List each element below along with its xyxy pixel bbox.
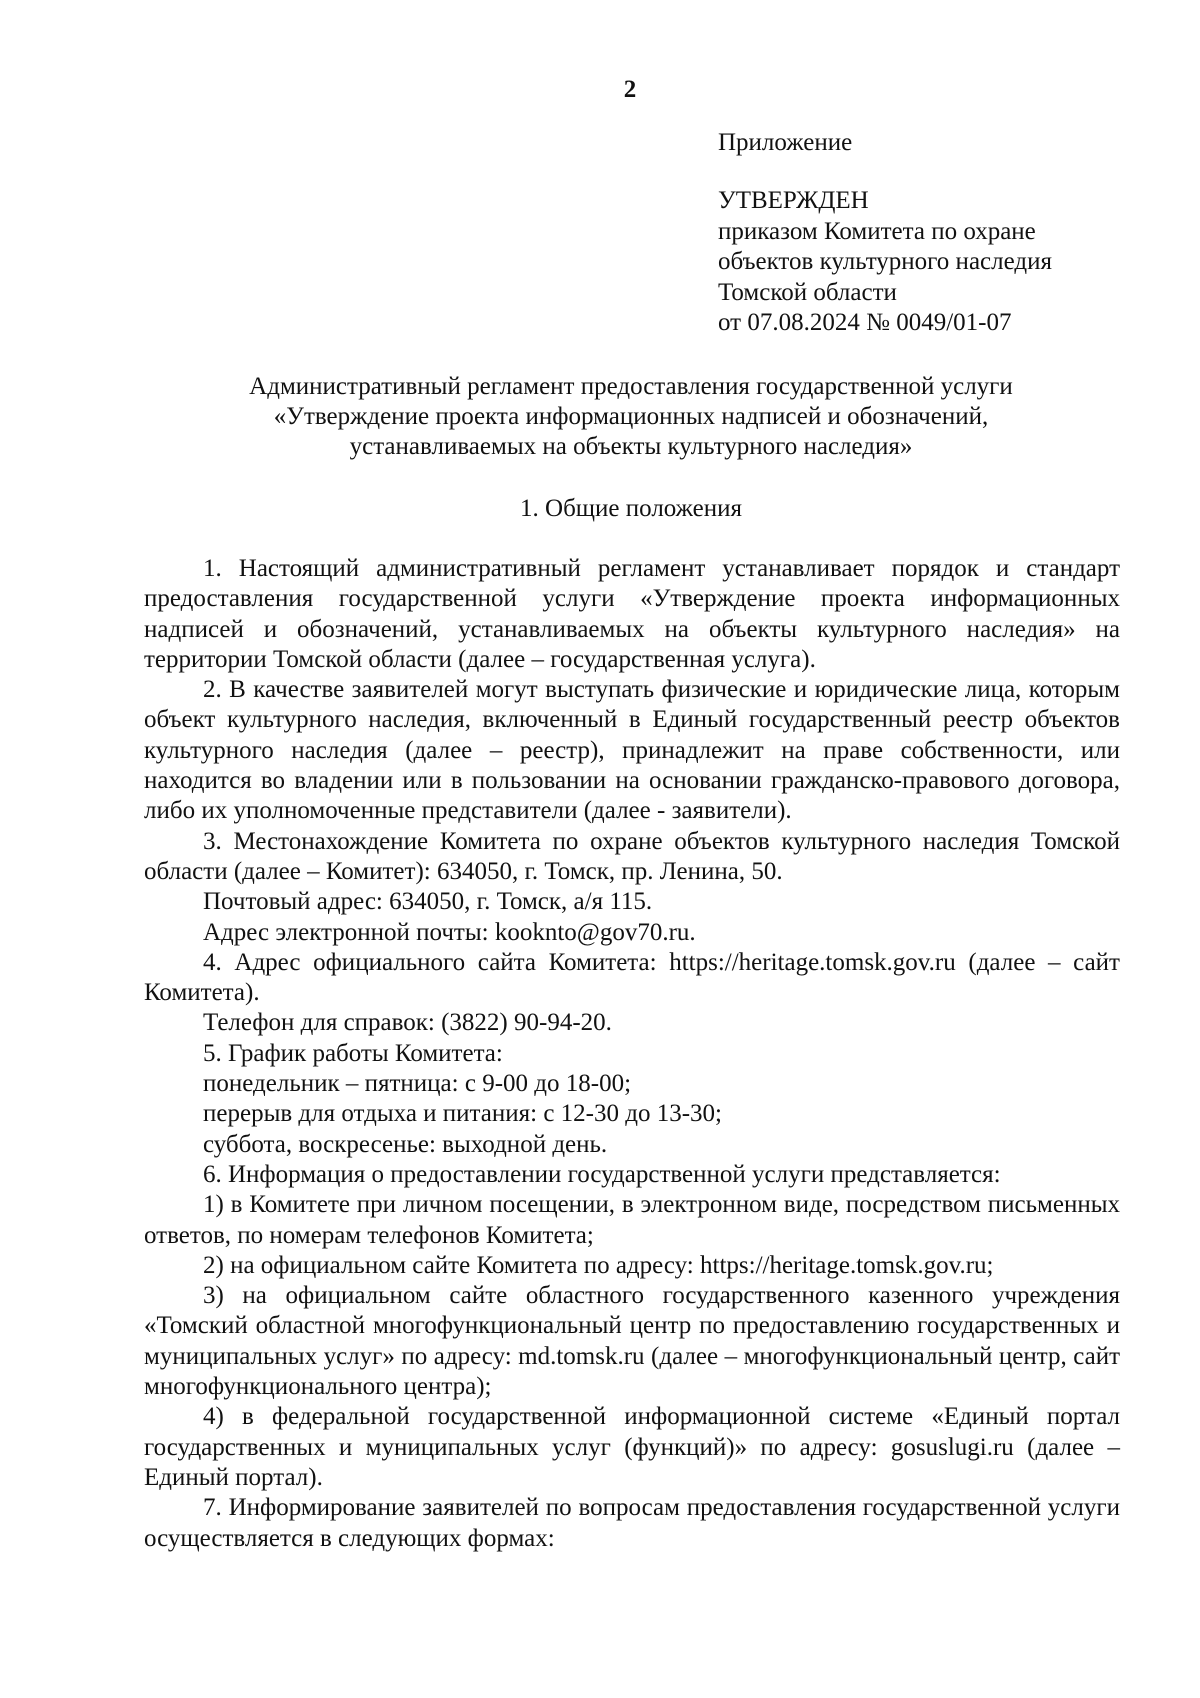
approval-heading: УТВЕРЖДЕН xyxy=(718,187,869,214)
title-line: Административный регламент предоставления государственной услуги xyxy=(249,373,1013,400)
paragraph: 2. В качестве заявителей могут выступать физические и юридические лица, которым объект культурного наследия, включенный в Единый государственный реестр объектов культурного наследия (далее – реестр), принадлежит на праве собственности, или находится во владении или в пользовании на основании гражданско-правового договора, либо их уполномоченные представители (далее - заявители). xyxy=(144,676,1120,825)
paragraph: Адрес электронной почты: kooknto@gov70.ru. xyxy=(203,918,696,946)
page-number: 2 xyxy=(623,76,637,103)
document-title xyxy=(140,372,1122,462)
title-line: устанавливаемых на объекты культурного наследия» xyxy=(349,433,913,460)
document-body xyxy=(144,554,1120,1554)
approval-line: объектов культурного наследия xyxy=(718,248,1052,275)
approval-line: Томской области xyxy=(718,278,897,306)
paragraph: 2) на официальном сайте Комитета по адресу: https://heritage.tomsk.gov.ru; xyxy=(203,1251,994,1279)
approval-line: приказом Комитета по охране xyxy=(718,217,1036,245)
paragraph: 1. Настоящий административный регламент устанавливает порядок и стандарт предоставления государственной услуги «Утверждение проекта информационных надписей и обозначений, устанавливаемых на объекты культурного наследия» на территории Томской области (далее – государственная услуга). xyxy=(144,555,1120,673)
paragraph: 3) на официальном сайте областного государственного казенного учреждения «Томский областной многофункциональный центр по предоставлению государственных и муниципальных услуг» по адресу: md.tomsk.ru (далее – многофункциональный центр, сайт многофункционального центра); xyxy=(144,1282,1120,1401)
paragraph: Почтовый адрес: 634050, г. Томск, а/я 115. xyxy=(203,888,653,916)
paragraph: суббота, воскресенье: выходной день. xyxy=(203,1130,608,1158)
paragraph: 1) в Комитете при личном посещении, в электронном виде, посредством письменных ответов, по номерам телефонов Комитета; xyxy=(144,1191,1120,1249)
paragraph: 3. Местонахождение Комитета по охране объектов культурного наследия Томской области (далее – Комитет): 634050, г. Томск, пр. Ленина, 50. xyxy=(144,827,1120,885)
approval-block xyxy=(718,186,1052,339)
paragraph: 7. Информирование заявителей по вопросам предоставления государственной услуги осуществляется в следующих формах: xyxy=(144,1494,1120,1552)
approval-line: от 07.08.2024 № 0049/01-07 xyxy=(718,309,1012,336)
section-title: 1. Общие положения xyxy=(520,495,742,522)
title-line: «Утверждение проекта информационных надписей и обозначений, xyxy=(273,403,989,430)
paragraph: 4. Адрес официального сайта Комитета: https://heritage.tomsk.gov.ru (далее – сайт Комитета). xyxy=(144,948,1120,1007)
paragraph: перерыв для отдыха и питания: с 12-30 до 13-30; xyxy=(203,1100,722,1128)
paragraph: Телефон для справок: (3822) 90-94-20. xyxy=(203,1009,612,1037)
paragraph: 6. Информация о предоставлении государственной услуги представляется: xyxy=(203,1160,1001,1188)
paragraph: понедельник – пятница: с 9-00 до 18-00; xyxy=(203,1070,632,1098)
paragraph: 4) в федеральной государственной информационной системе «Единый портал государственных и муниципальных услуг (функций)» по адресу: gosuslugi.ru (далее – Единый портал). xyxy=(144,1403,1120,1491)
appendix-label: Приложение xyxy=(718,129,853,156)
paragraph: 5. График работы Комитета: xyxy=(203,1039,503,1067)
